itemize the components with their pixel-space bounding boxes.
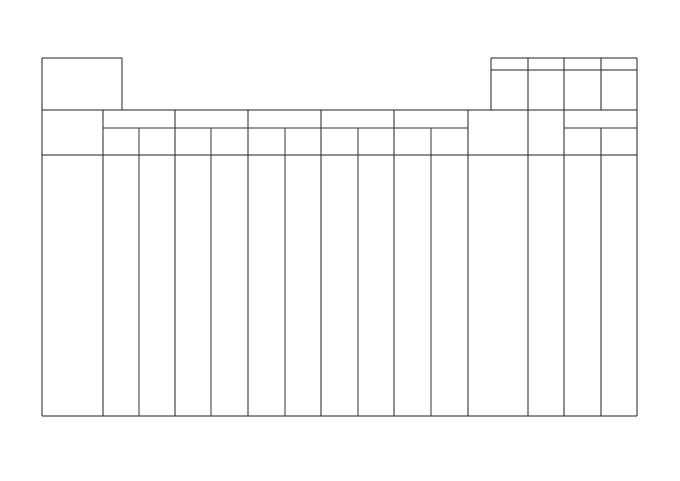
approval-box bbox=[491, 58, 637, 110]
header-grid bbox=[42, 110, 637, 416]
form-frame bbox=[42, 58, 637, 416]
